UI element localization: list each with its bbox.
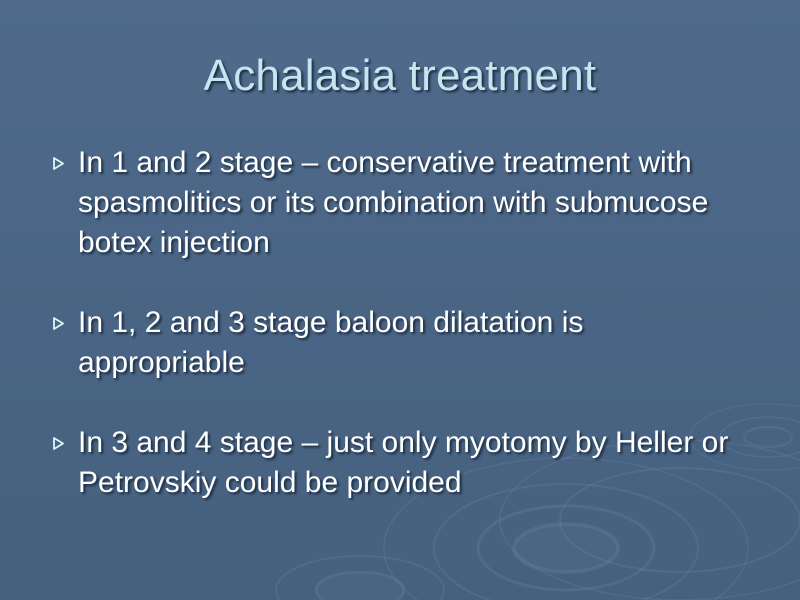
slide-title: Achalasia treatment xyxy=(203,51,597,100)
bullet-item xyxy=(48,143,758,263)
bullet-item xyxy=(48,303,758,383)
bullet-text: In 1 and 2 stage – conservative treatment with spasmolitics or its combination with submucose botex injection xyxy=(78,146,709,259)
bullet-item xyxy=(48,423,758,503)
arrow-right-outline-icon xyxy=(52,156,65,171)
bullet-list xyxy=(48,143,758,543)
bullet-text: In 3 and 4 stage – just only myotomy by Heller or Petrovskiy could be provided xyxy=(78,426,729,499)
arrow-right-outline-icon xyxy=(52,436,65,451)
bullet-text: In 1, 2 and 3 stage baloon dilatation is appropriable xyxy=(78,306,584,379)
arrow-right-outline-icon xyxy=(52,316,65,331)
